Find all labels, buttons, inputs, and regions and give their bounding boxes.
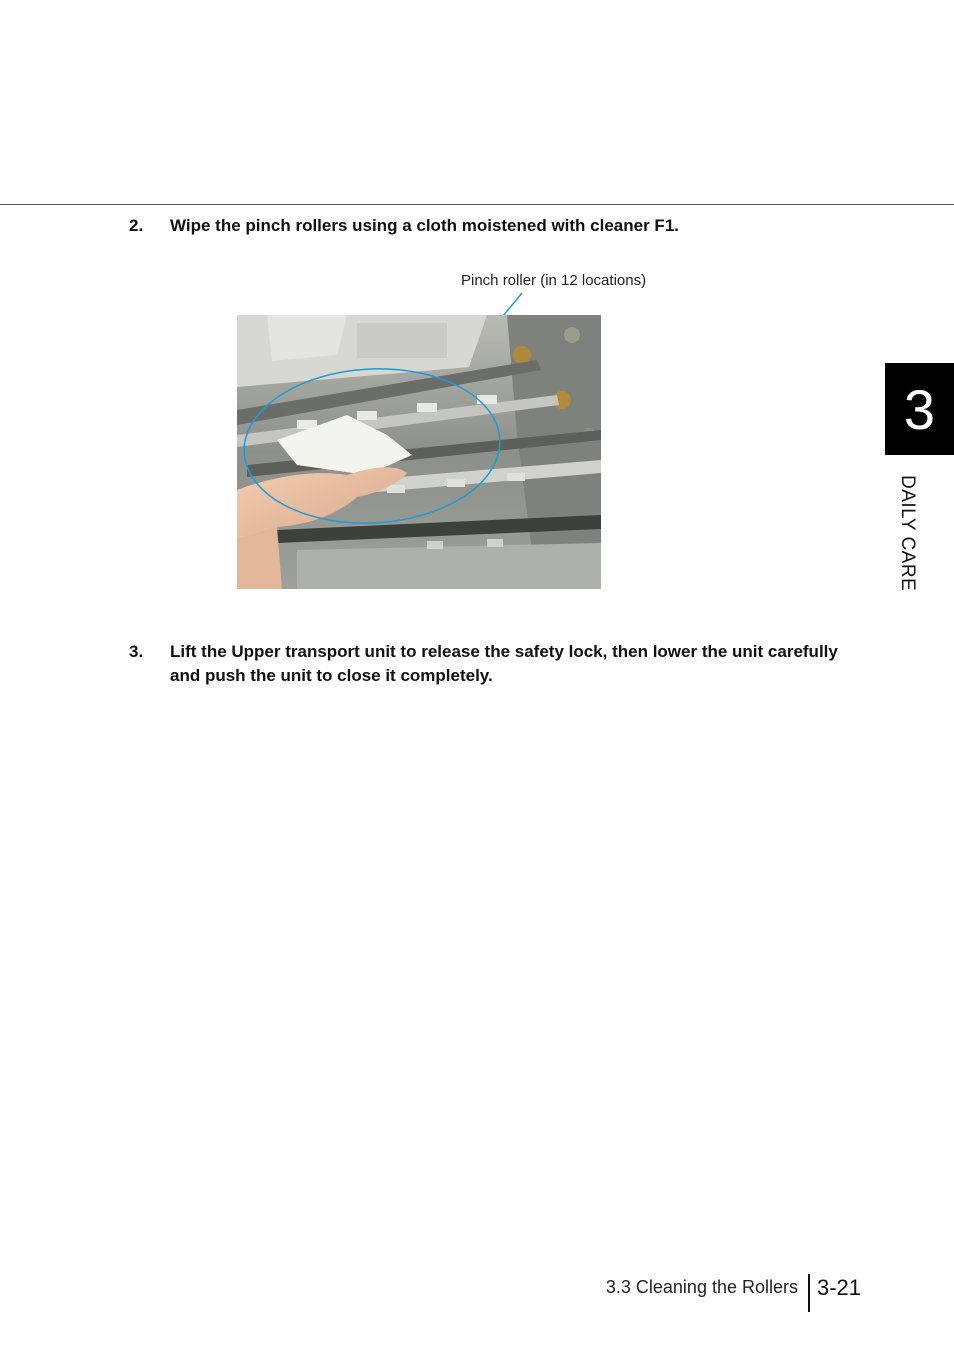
footer-divider <box>808 1274 810 1312</box>
chapter-title: DAILY CARE <box>897 475 918 592</box>
page-number: 3-21 <box>817 1275 862 1300</box>
footer-section-title: 3.3 Cleaning the Rollers <box>605 1277 798 1297</box>
chapter-tab <box>885 363 954 455</box>
step-number: 3. <box>129 642 144 661</box>
step-text: Wipe the pinch rollers using a cloth moistened with cleaner F1. <box>170 216 679 235</box>
figure-callout-label: Pinch roller (in 12 locations) <box>461 272 647 289</box>
step-text: Lift the Upper transport unit to release the safety lock, then lower the unit carefully and push the unit to close it completely. <box>170 642 838 685</box>
header-rule <box>0 204 954 205</box>
step-number: 2. <box>129 216 144 235</box>
chapter-number: 3 <box>903 377 936 441</box>
scanner-roller-photo <box>237 315 601 589</box>
